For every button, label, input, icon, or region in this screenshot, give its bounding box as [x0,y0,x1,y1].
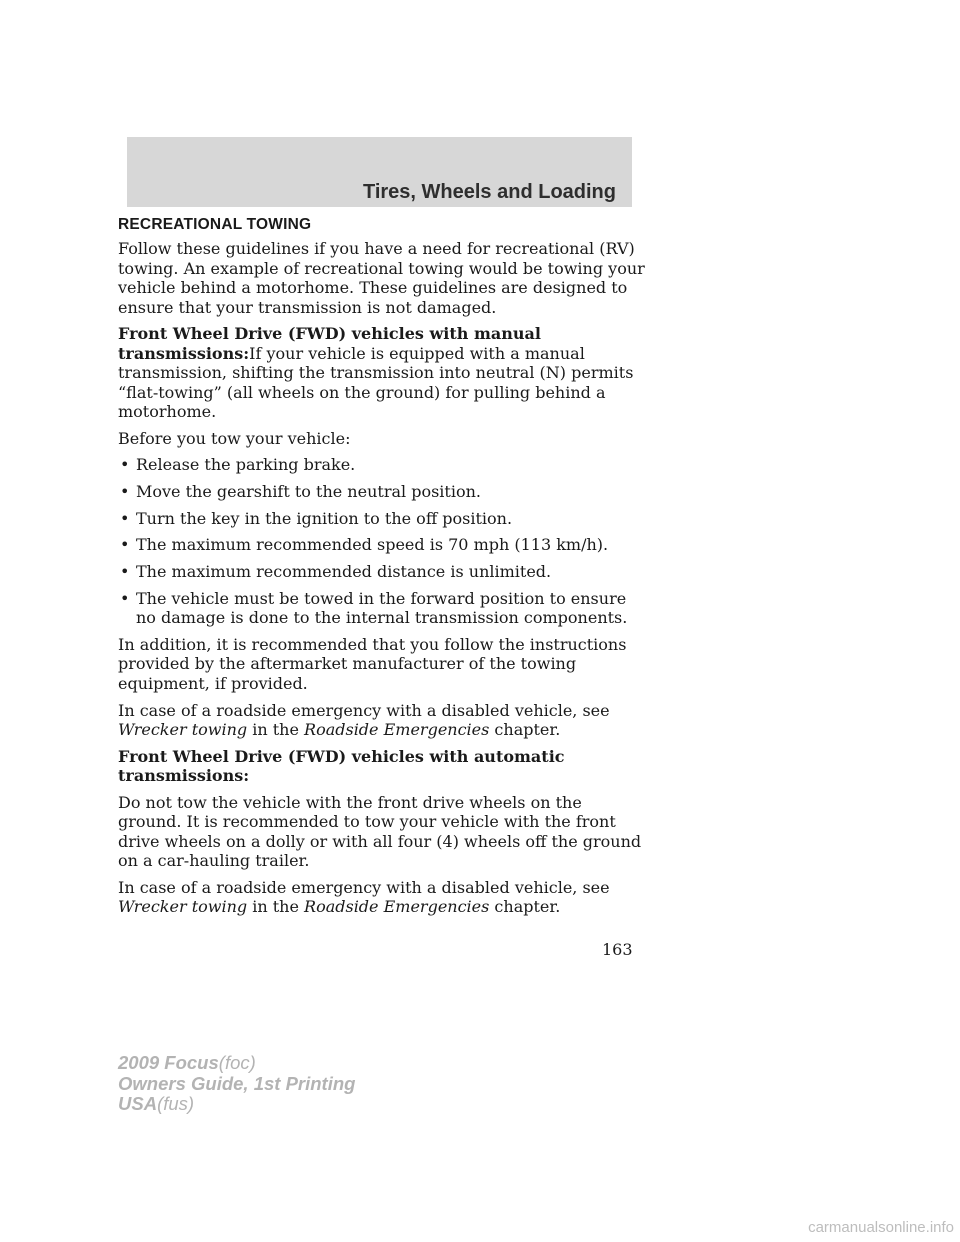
page-number: 163 [602,940,633,959]
aftermarket-paragraph: In addition, it is recommended that you follow the instructions provided by the aftermarket manufacturer of the towing equipment, if provided. [118,634,627,693]
roadside-lead: In case of a roadside emergency with a disabled vehicle, see [118,700,610,720]
roadside-chapter-reference: Roadside Emergencies [304,719,490,739]
roadside-tail: chapter. [489,719,561,739]
chapter-header-band [127,137,632,207]
page-content [118,215,648,924]
site-watermark: carmanualsonline.info [808,1219,954,1236]
list-item: • Move the gearshift to the neutral position. [118,482,648,501]
towing-steps-list [118,455,648,627]
section-heading: RECREATIONAL TOWING [118,216,312,233]
list-item: • Turn the key in the ignition to the off position. [118,509,648,528]
footer-model: 2009 Focus [118,1052,219,1073]
footer-market: USA [118,1093,158,1114]
list-item: • Release the parking brake. [118,455,648,474]
list-item: • The maximum recommended distance is unlimited. [118,562,648,581]
roadside-lead: In case of a roadside emergency with a disabled vehicle, see [118,877,610,897]
roadside-tail: chapter. [489,897,561,917]
list-item: • The vehicle must be towed in the forward position to ensure no damage is done to the internal transmission components. [118,589,648,628]
document-footer [118,1053,355,1115]
roadside-reference-paragraph [118,878,648,917]
automatic-transmission-body: Do not tow the vehicle with the front drive wheels on the ground. It is recommended to tow your vehicle with the front drive wheels on a dolly or with all four (4) wheels off the ground on a car-hauling trailer. [118,792,642,870]
wrecker-towing-reference: Wrecker towing [118,719,248,739]
roadside-mid: in the [247,897,305,917]
list-item: • The maximum recommended speed is 70 mph (113 km/h). [118,535,648,554]
footer-printing: Owners Guide, 1st Printing [118,1072,356,1094]
footer-market-code: (fus) [157,1093,195,1114]
wrecker-towing-reference: Wrecker towing [118,897,248,917]
chapter-title: Tires, Wheels and Loading [362,181,616,203]
roadside-reference-paragraph [118,701,648,740]
footer-line-model [118,1053,355,1074]
manual-transmission-body: If your vehicle is equipped with a manual transmission, shifting the transmission into neutral (N) permits “flat-towing” (all wheels on the ground) for pulling behind a motorhome. [118,343,634,421]
intro-paragraph: Follow these guidelines if you have a need for recreational (RV) towing. An example of recreational towing would be towing your vehicle behind a motorhome. These guidelines are designed to ensure that your transmission is not damaged. [118,239,645,317]
footer-model-code: (foc) [218,1052,256,1073]
automatic-transmission-heading: Front Wheel Drive (FWD) vehicles with automatic transmissions: [118,746,565,786]
roadside-mid: in the [247,719,305,739]
manual-transmission-paragraph [118,324,648,421]
manual-transmission-heading: Front Wheel Drive (FWD) vehicles with manual transmissions: [118,324,541,363]
footer-line-market [118,1094,355,1115]
before-tow-paragraph: Before you tow your vehicle: [118,428,351,448]
roadside-chapter-reference: Roadside Emergencies [304,897,490,917]
